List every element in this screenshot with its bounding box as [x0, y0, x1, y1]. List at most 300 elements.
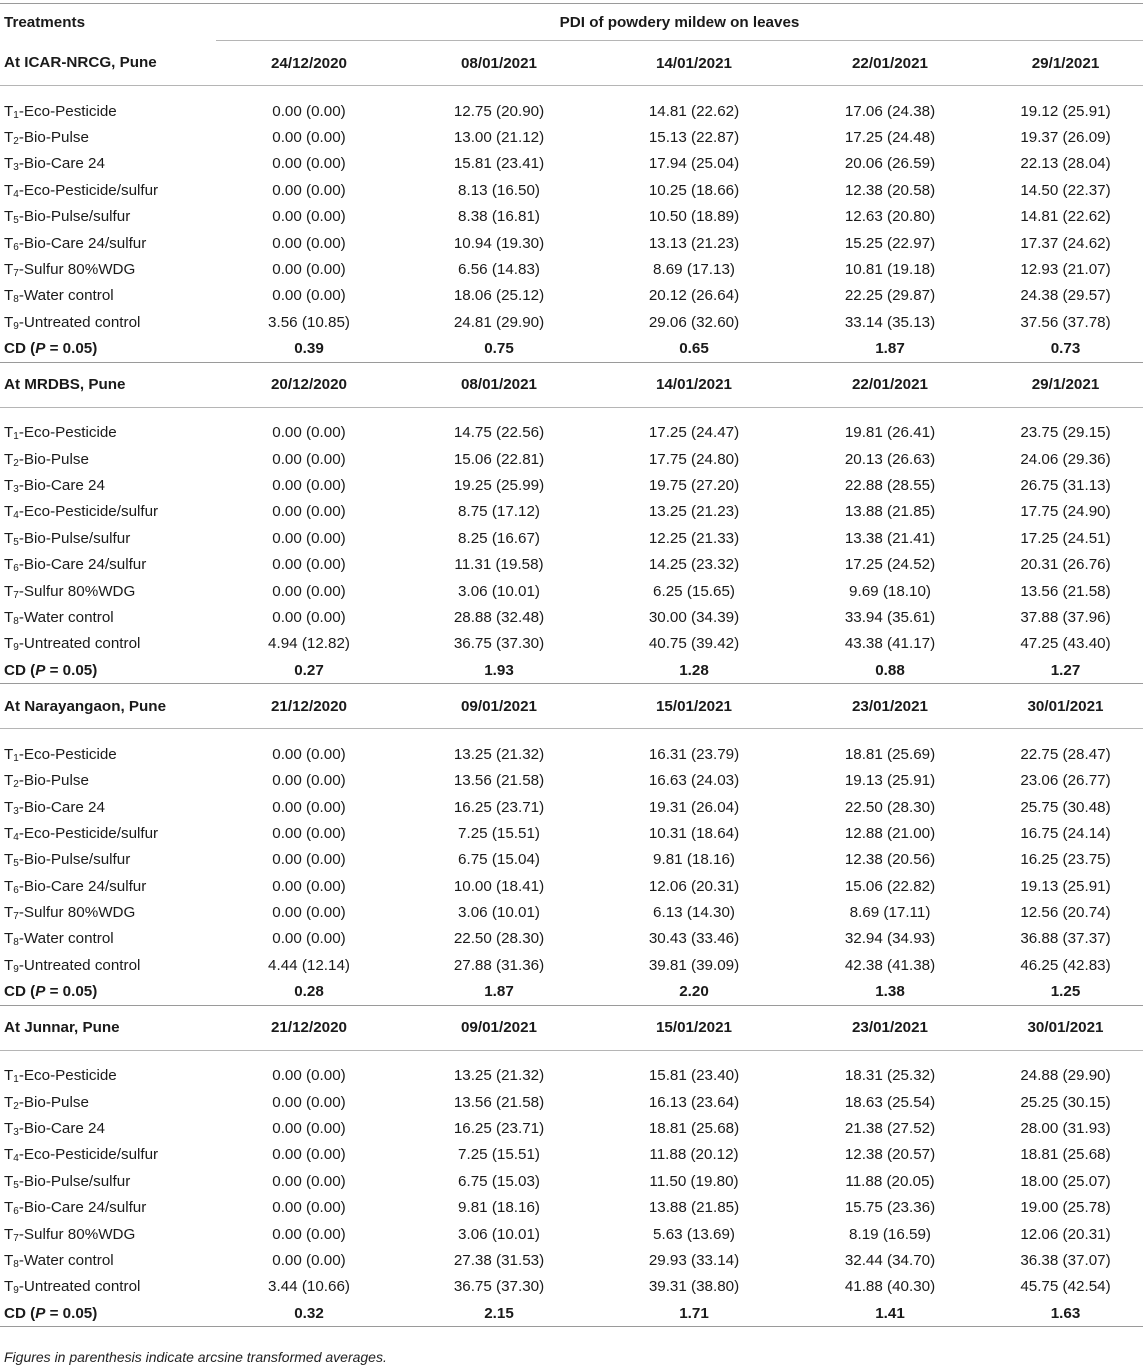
treatment-name: [0, 551, 216, 577]
pdi-value: 19.31 (26.04): [648, 798, 740, 816]
pdi-value: 17.75 (24.90): [1020, 503, 1111, 521]
cd-label-pre: CD (: [4, 983, 36, 1001]
pdi-value: 36.75 (37.30): [453, 635, 545, 653]
treatment-index: 1: [13, 752, 19, 764]
treatment-index: 4: [13, 188, 19, 200]
treatment-index: 8: [13, 294, 19, 306]
treatment-name: [0, 499, 216, 525]
treatment-index: 8: [13, 1258, 19, 1270]
treatment-index: 1: [13, 109, 19, 121]
pdi-value: 36.88 (37.37): [1020, 930, 1111, 948]
pdi-value: 14.50 (22.37): [1020, 181, 1111, 199]
pdi-value: 16.25 (23.71): [453, 1120, 545, 1138]
treatment-name: [0, 631, 216, 657]
pdi-value: 39.81 (39.09): [648, 956, 740, 974]
treatment-name: [0, 525, 216, 551]
pdi-value: 18.81 (25.68): [1020, 1146, 1111, 1164]
treatment-index: 7: [13, 911, 19, 923]
treatment-label: -Eco-Pesticide/sulfur: [18, 181, 159, 199]
pdi-value: 0.00 (0.00): [272, 1146, 346, 1164]
treatment-label: -Bio-Care 24/sulfur: [18, 877, 147, 895]
pdi-value: 33.94 (35.61): [844, 608, 936, 626]
pdi-value: 16.75 (24.14): [1020, 824, 1111, 842]
cd-label-p: P: [35, 340, 46, 358]
cd-label: [0, 336, 216, 363]
pdi-value: 0.00 (0.00): [272, 155, 346, 173]
pdi-value: 17.25 (24.52): [844, 556, 936, 574]
pdi-value: 41.88 (40.30): [844, 1278, 936, 1296]
treatment-name: [0, 1089, 216, 1115]
table-row: [0, 1195, 1143, 1221]
treatment-letter: T: [4, 930, 14, 948]
treatment-label: -Bio-Care 24: [18, 798, 105, 816]
treatment-letter: T: [4, 1251, 14, 1269]
pdi-value: 8.25 (16.67): [458, 529, 540, 547]
pdi-value: 36.75 (37.30): [453, 1278, 545, 1296]
pdi-value: 19.13 (25.91): [844, 772, 936, 790]
treatment-label: -Bio-Care 24/sulfur: [18, 556, 147, 574]
treatment-index: 9: [13, 963, 19, 975]
site-header-row: [0, 684, 1143, 729]
pdi-value: 15.25 (22.97): [844, 234, 936, 252]
cd-label-pre: CD (: [4, 661, 36, 679]
treatment-label: -Water control: [18, 287, 114, 305]
treatment-letter: T: [4, 824, 14, 842]
pdi-value: 39.31 (38.80): [648, 1278, 740, 1296]
cd-label: [0, 979, 216, 1006]
treatment-label: -Sulfur 80%WDG: [18, 582, 136, 600]
date-header: 24/12/2020: [216, 41, 402, 86]
table-row: [0, 767, 1143, 793]
treatment-name: [0, 1221, 216, 1247]
date-header: 14/01/2021: [596, 41, 792, 86]
pdi-value: 18.81 (25.68): [648, 1120, 740, 1138]
treatment-index: 7: [13, 589, 19, 601]
treatment-label: -Untreated control: [18, 313, 141, 331]
site-name: At Junnar, Pune: [0, 1005, 216, 1050]
date-header: 15/01/2021: [596, 684, 792, 729]
pdi-value: 0.00 (0.00): [272, 877, 346, 895]
treatment-label: -Bio-Care 24/sulfur: [18, 234, 147, 252]
date-header: 23/01/2021: [792, 684, 988, 729]
treatment-letter: T: [4, 313, 14, 331]
date-header: 29/1/2021: [988, 41, 1143, 86]
pdi-value: 13.25 (21.32): [453, 1067, 545, 1085]
treatment-label: -Eco-Pesticide: [18, 1067, 117, 1085]
cd-value: 2.15: [402, 1300, 596, 1327]
treatment-letter: T: [4, 1199, 14, 1217]
date-header: 23/01/2021: [792, 1005, 988, 1050]
treatment-label: -Bio-Pulse: [18, 1093, 89, 1111]
treatments-header: Treatments: [0, 4, 216, 41]
pdi-value: 19.75 (27.20): [648, 476, 740, 494]
pdi-value: 11.88 (20.05): [845, 1172, 935, 1190]
pdi-value: 8.38 (16.81): [458, 208, 540, 226]
pdi-value: 0.00 (0.00): [272, 1199, 346, 1217]
date-header: 22/01/2021: [792, 41, 988, 86]
treatment-letter: T: [4, 181, 14, 199]
cd-value: 1.93: [402, 657, 596, 684]
pdi-value: 3.06 (10.01): [458, 904, 540, 922]
pdi-value: 15.81 (23.41): [453, 155, 545, 173]
treatment-label: -Bio-Care 24: [18, 476, 105, 494]
treatment-label: -Sulfur 80%WDG: [18, 1225, 136, 1243]
pdi-value: 15.81 (23.40): [648, 1067, 740, 1085]
table-row: [0, 230, 1143, 256]
treatment-index: 2: [13, 457, 19, 469]
treatment-label: -Sulfur 80%WDG: [18, 904, 136, 922]
pdi-value: 0.00 (0.00): [272, 608, 346, 626]
treatment-letter: T: [4, 503, 14, 521]
date-header: 29/1/2021: [988, 362, 1143, 407]
treatment-name: [0, 1195, 216, 1221]
pdi-value: 17.06 (24.38): [844, 102, 936, 120]
pdi-value: 15.75 (23.36): [844, 1199, 936, 1217]
pdi-value: 24.88 (29.90): [1020, 1067, 1111, 1085]
treatment-name: [0, 151, 216, 177]
treatment-name: [0, 256, 216, 282]
treatment-name: [0, 86, 216, 125]
treatment-letter: T: [4, 556, 14, 574]
cd-label-post: = 0.05): [45, 983, 98, 1001]
pdi-value: 0.00 (0.00): [272, 1251, 346, 1269]
site-header-row: [0, 41, 1143, 86]
pdi-value: 0.00 (0.00): [272, 261, 346, 279]
pdi-value: 14.75 (22.56): [453, 424, 545, 442]
pdi-value: 10.50 (18.89): [648, 208, 740, 226]
table-row: [0, 1142, 1143, 1168]
treatment-index: 4: [13, 831, 19, 843]
pdi-value: 6.75 (15.03): [458, 1172, 540, 1190]
treatment-name: [0, 926, 216, 952]
treatment-label: -Bio-Pulse/sulfur: [18, 529, 131, 547]
pdi-value: 10.31 (18.64): [648, 824, 740, 842]
pdi-value: 0.00 (0.00): [272, 503, 346, 521]
treatment-name: [0, 1168, 216, 1194]
treatment-name: [0, 1115, 216, 1141]
pdi-value: 14.25 (23.32): [648, 556, 740, 574]
table-row: [0, 151, 1143, 177]
cd-label-pre: CD (: [4, 340, 36, 358]
date-header: 21/12/2020: [216, 1005, 402, 1050]
cd-value: 0.75: [402, 336, 596, 363]
pdi-value: 0.00 (0.00): [272, 287, 346, 305]
pdi-value: 9.69 (18.10): [849, 582, 931, 600]
pdi-value: 37.56 (37.78): [1020, 313, 1111, 331]
date-header: 22/01/2021: [792, 362, 988, 407]
date-header: 30/01/2021: [988, 684, 1143, 729]
pdi-table: [0, 3, 1143, 1327]
treatment-index: 5: [13, 536, 19, 548]
pdi-value: 8.19 (16.59): [849, 1225, 931, 1243]
treatment-index: 6: [13, 1206, 19, 1218]
pdi-value: 12.88 (21.00): [844, 824, 936, 842]
treatment-label: -Water control: [18, 608, 114, 626]
pdi-value: 20.31 (26.76): [1020, 556, 1111, 574]
pdi-value: 25.75 (30.48): [1020, 798, 1111, 816]
pdi-value: 40.75 (39.42): [648, 635, 740, 653]
table-row: [0, 499, 1143, 525]
pdi-value: 20.06 (26.59): [844, 155, 936, 173]
treatment-letter: T: [4, 1120, 14, 1138]
pdi-value: 23.75 (29.15): [1020, 424, 1111, 442]
treatment-letter: T: [4, 450, 14, 468]
cd-label-post: = 0.05): [45, 661, 98, 679]
pdi-value: 12.38 (20.58): [844, 181, 936, 199]
pdi-value: 22.88 (28.55): [844, 476, 936, 494]
cd-value: 1.25: [988, 979, 1143, 1006]
pdi-value: 18.81 (25.69): [844, 745, 936, 763]
table-row: [0, 86, 1143, 125]
treatment-letter: T: [4, 582, 14, 600]
pdi-value: 11.50 (19.80): [649, 1172, 739, 1190]
pdi-value: 4.44 (12.14): [268, 956, 350, 974]
pdi-value: 17.75 (24.80): [648, 450, 740, 468]
pdi-value: 6.25 (15.65): [653, 582, 735, 600]
pdi-value: 46.25 (42.83): [1020, 956, 1111, 974]
treatment-letter: T: [4, 129, 14, 147]
treatment-letter: T: [4, 851, 14, 869]
treatment-letter: T: [4, 102, 14, 120]
treatment-letter: T: [4, 877, 14, 895]
pdi-value: 14.81 (22.62): [648, 102, 740, 120]
table-row: [0, 525, 1143, 551]
pdi-value: 0.00 (0.00): [272, 1067, 346, 1085]
cd-value: 1.87: [792, 336, 988, 363]
pdi-value: 16.63 (24.03): [648, 772, 740, 790]
pdi-value: 0.00 (0.00): [272, 582, 346, 600]
treatment-name: [0, 177, 216, 203]
cd-label: [0, 657, 216, 684]
pdi-value: 8.75 (17.12): [458, 503, 540, 521]
treatment-letter: T: [4, 635, 14, 653]
site-header-row: [0, 1005, 1143, 1050]
table-row: [0, 578, 1143, 604]
pdi-value: 0.00 (0.00): [272, 745, 346, 763]
treatment-label: -Bio-Care 24: [18, 1120, 105, 1138]
pdi-value: 12.63 (20.80): [844, 208, 936, 226]
treatment-letter: T: [4, 234, 14, 252]
table-row: [0, 177, 1143, 203]
pdi-value: 22.25 (29.87): [844, 287, 936, 305]
cd-value: 1.27: [988, 657, 1143, 684]
cd-value: 0.27: [216, 657, 402, 684]
pdi-value: 16.31 (23.79): [648, 745, 740, 763]
pdi-value: 12.38 (20.56): [844, 851, 936, 869]
pdi-value: 19.13 (25.91): [1020, 877, 1111, 895]
pdi-value: 15.13 (22.87): [648, 129, 740, 147]
pdi-value: 12.38 (20.57): [844, 1146, 936, 1164]
pdi-value: 9.81 (18.16): [458, 1199, 540, 1217]
treatment-label: -Bio-Pulse/sulfur: [18, 1172, 131, 1190]
treatment-label: -Eco-Pesticide: [18, 745, 117, 763]
table-row: [0, 283, 1143, 309]
table-row: [0, 899, 1143, 925]
treatment-name: [0, 847, 216, 873]
pdi-value: 17.37 (24.62): [1020, 234, 1111, 252]
treatment-label: -Eco-Pesticide/sulfur: [18, 824, 159, 842]
pdi-value: 12.06 (20.31): [1020, 1225, 1111, 1243]
pdi-value: 0.00 (0.00): [272, 1172, 346, 1190]
pdi-value: 9.81 (18.16): [653, 851, 735, 869]
treatment-letter: T: [4, 1067, 14, 1085]
pdi-value: 0.00 (0.00): [272, 930, 346, 948]
cd-value: 0.65: [596, 336, 792, 363]
pdi-value: 10.81 (19.18): [844, 261, 936, 279]
cd-label-p: P: [35, 661, 46, 679]
table-row: [0, 407, 1143, 446]
treatment-index: 3: [13, 483, 19, 495]
pdi-value: 8.69 (17.11): [849, 904, 931, 922]
pdi-value: 0.00 (0.00): [272, 234, 346, 252]
pdi-value: 13.13 (21.23): [648, 234, 740, 252]
treatment-letter: T: [4, 745, 14, 763]
table-row: [0, 1247, 1143, 1273]
treatment-name: [0, 204, 216, 230]
pdi-value: 0.00 (0.00): [272, 208, 346, 226]
treatment-name: [0, 283, 216, 309]
pdi-value: 19.00 (25.78): [1020, 1199, 1111, 1217]
pdi-value: 6.56 (14.83): [458, 261, 540, 279]
treatment-letter: T: [4, 956, 14, 974]
pdi-value: 22.75 (28.47): [1020, 745, 1111, 763]
treatment-index: 3: [13, 162, 19, 174]
treatment-letter: T: [4, 287, 14, 305]
treatment-index: 5: [13, 215, 19, 227]
pdi-value: 17.25 (24.47): [648, 424, 740, 442]
treatment-index: 4: [13, 1153, 19, 1165]
pdi-value: 6.75 (15.04): [458, 851, 540, 869]
table-row: [0, 952, 1143, 978]
treatment-name: [0, 899, 216, 925]
pdi-value: 0.00 (0.00): [272, 1093, 346, 1111]
pdi-value: 24.06 (29.36): [1020, 450, 1111, 468]
treatment-label: -Bio-Pulse: [18, 772, 89, 790]
treatment-name: [0, 407, 216, 446]
treatment-letter: T: [4, 798, 14, 816]
treatment-index: 5: [13, 858, 19, 870]
table-row: [0, 631, 1143, 657]
pdi-value: 13.56 (21.58): [1020, 582, 1111, 600]
treatment-name: [0, 472, 216, 498]
treatment-index: 9: [13, 1285, 19, 1297]
cd-row: [0, 657, 1143, 684]
treatment-label: -Bio-Care 24: [18, 155, 105, 173]
pdi-value: 18.31 (25.32): [844, 1067, 936, 1085]
treatment-letter: T: [4, 476, 14, 494]
treatment-index: 4: [13, 510, 19, 522]
pdi-value: 13.00 (21.12): [453, 129, 545, 147]
pdi-value: 15.06 (22.81): [453, 450, 545, 468]
table-row: [0, 1115, 1143, 1141]
pdi-value: 0.00 (0.00): [272, 102, 346, 120]
cd-label-p: P: [35, 983, 46, 1001]
pdi-value: 22.50 (28.30): [453, 930, 545, 948]
cd-value: 1.71: [596, 1300, 792, 1327]
pdi-value: 10.25 (18.66): [648, 181, 740, 199]
treatment-label: -Bio-Pulse/sulfur: [18, 851, 131, 869]
treatment-letter: T: [4, 1225, 14, 1243]
treatment-label: -Water control: [18, 1251, 114, 1269]
pdi-value: 16.25 (23.75): [1020, 851, 1111, 869]
pdi-value: 26.75 (31.13): [1020, 476, 1111, 494]
treatment-index: 8: [13, 615, 19, 627]
cd-value: 0.88: [792, 657, 988, 684]
pdi-value: 16.13 (23.64): [648, 1093, 740, 1111]
treatment-index: 6: [13, 241, 19, 253]
date-header: 09/01/2021: [402, 684, 596, 729]
treatment-letter: T: [4, 904, 14, 922]
table-row: [0, 204, 1143, 230]
table-row: [0, 926, 1143, 952]
table-row: [0, 1089, 1143, 1115]
treatment-letter: T: [4, 772, 14, 790]
treatment-letter: T: [4, 424, 14, 442]
site-header-row: [0, 362, 1143, 407]
pdi-value: 13.38 (21.41): [844, 529, 936, 547]
pdi-value: 19.25 (25.99): [453, 476, 545, 494]
treatment-letter: T: [4, 1146, 14, 1164]
treatment-letter: T: [4, 155, 14, 173]
pdi-value: 29.93 (33.14): [648, 1251, 740, 1269]
date-header: 20/12/2020: [216, 362, 402, 407]
pdi-value: 0.00 (0.00): [272, 1225, 346, 1243]
treatment-name: [0, 873, 216, 899]
pdi-value: 3.56 (10.85): [268, 313, 350, 331]
treatment-label: -Bio-Care 24/sulfur: [18, 1199, 147, 1217]
pdi-value: 32.44 (34.70): [844, 1251, 936, 1269]
treatment-label: -Untreated control: [18, 635, 141, 653]
pdi-value: 4.94 (12.82): [268, 635, 350, 653]
treatment-label: -Eco-Pesticide: [18, 102, 117, 120]
treatment-label: -Untreated control: [18, 956, 141, 974]
pdi-value: 13.88 (21.85): [648, 1199, 740, 1217]
pdi-value: 27.38 (31.53): [453, 1251, 545, 1269]
treatment-label: -Bio-Pulse: [18, 450, 89, 468]
treatment-index: 7: [13, 268, 19, 280]
pdi-value: 17.25 (24.51): [1020, 529, 1111, 547]
table-row: [0, 446, 1143, 472]
pdi-value: 0.00 (0.00): [272, 129, 346, 147]
date-header: 30/01/2021: [988, 1005, 1143, 1050]
treatment-name: [0, 124, 216, 150]
pdi-value: 0.00 (0.00): [272, 1120, 346, 1138]
table-row: [0, 1168, 1143, 1194]
pdi-value: 16.25 (23.71): [453, 798, 545, 816]
treatment-name: [0, 952, 216, 978]
pdi-value: 22.13 (28.04): [1020, 155, 1111, 173]
cd-label-post: = 0.05): [45, 1304, 98, 1322]
pdi-value: 15.06 (22.82): [844, 877, 936, 895]
cd-value: 0.39: [216, 336, 402, 363]
cd-label-post: = 0.05): [45, 340, 98, 358]
treatment-letter: T: [4, 1278, 14, 1296]
treatment-index: 3: [13, 805, 19, 817]
cd-label: [0, 1300, 216, 1327]
pdi-value: 30.00 (34.39): [648, 608, 740, 626]
table-row: [0, 1050, 1143, 1089]
pdi-value: 17.94 (25.04): [648, 155, 740, 173]
pdi-value: 23.06 (26.77): [1020, 772, 1111, 790]
date-header: 09/01/2021: [402, 1005, 596, 1050]
pdi-value: 27.88 (31.36): [453, 956, 545, 974]
pdi-value: 18.00 (25.07): [1020, 1172, 1111, 1190]
pdi-header: PDI of powdery mildew on leaves: [216, 4, 1143, 41]
pdi-value: 37.88 (37.96): [1020, 608, 1111, 626]
pdi-value: 0.00 (0.00): [272, 556, 346, 574]
treatment-index: 6: [13, 563, 19, 575]
pdi-value: 3.44 (10.66): [268, 1278, 350, 1296]
